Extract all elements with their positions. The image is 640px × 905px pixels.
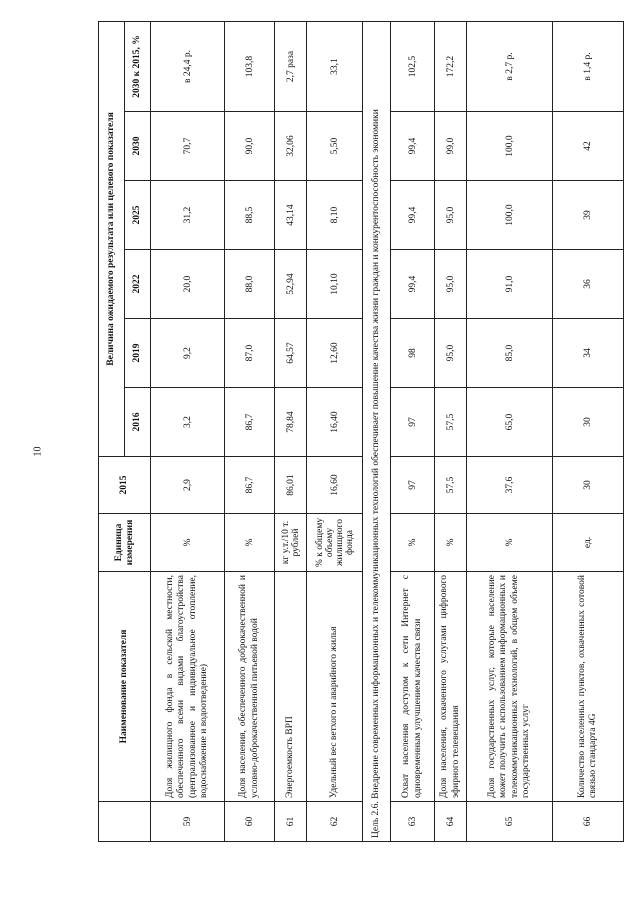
value-2022: 91,0	[467, 250, 553, 319]
row-unit: %	[391, 514, 435, 572]
header-year: 2025	[125, 181, 151, 250]
row-unit: кг у.т./10 т. рублей	[275, 514, 307, 572]
value-2022: 10,10	[307, 250, 363, 319]
value-2022: 52,94	[275, 250, 307, 319]
value-2019: 85,0	[467, 319, 553, 388]
row-name: Доля населения, обеспеченного доброкачественной и условно-доброкачественной питьевой водой	[225, 572, 275, 802]
indicators-table	[98, 21, 624, 842]
value-2025: 8,10	[307, 181, 363, 250]
value-2022: 88,0	[225, 250, 275, 319]
row-unit: %	[225, 514, 275, 572]
row-unit: %	[467, 514, 553, 572]
table-row	[225, 22, 275, 842]
table-row	[275, 22, 307, 842]
row-name: Охват населения доступом к сети Интернет с одновременным улучшением качества связи	[391, 572, 435, 802]
value-2025: 31,2	[151, 181, 225, 250]
value-ratio: в 1,4 р.	[553, 22, 624, 112]
row-name: Доля населения, охваченного услугами цифрового эфирного телевещания	[435, 572, 467, 802]
table-row	[391, 22, 435, 842]
value-2015: 30	[553, 457, 624, 514]
value-2015: 86,7	[225, 457, 275, 514]
table-row	[151, 22, 225, 842]
value-2030: 100,0	[467, 112, 553, 181]
value-2016: 3,2	[151, 388, 225, 457]
value-2019: 34	[553, 319, 624, 388]
value-2030: 70,7	[151, 112, 225, 181]
value-2015: 16,60	[307, 457, 363, 514]
value-ratio: 172,2	[435, 22, 467, 112]
table-row	[553, 22, 624, 842]
value-2022: 95,0	[435, 250, 467, 319]
row-name: Доля государственных услуг, которые население может получить с использованием информационных и телекоммуникационных технологий, в общем объеме государственных услуг	[467, 572, 553, 802]
value-ratio: 102,5	[391, 22, 435, 112]
value-ratio: в 24,4 р.	[151, 22, 225, 112]
value-2030: 5,50	[307, 112, 363, 181]
value-2019: 95,0	[435, 319, 467, 388]
value-ratio: 103,8	[225, 22, 275, 112]
value-2025: 39	[553, 181, 624, 250]
value-2019: 9,2	[151, 319, 225, 388]
header-2015: 2015	[99, 457, 151, 514]
value-2030: 99,0	[435, 112, 467, 181]
value-2015: 97	[391, 457, 435, 514]
header-year: 2030	[125, 112, 151, 181]
value-2016: 65,0	[467, 388, 553, 457]
value-2025: 88,5	[225, 181, 275, 250]
row-name: Энергоемкость ВРП	[275, 572, 307, 802]
rotated-page-content	[98, 35, 623, 842]
header-group: Величина ожидаемого результата или целевого показателя	[99, 22, 125, 457]
value-2019: 87,0	[225, 319, 275, 388]
value-2016: 78,84	[275, 388, 307, 457]
value-ratio: в 2,7 р.	[467, 22, 553, 112]
row-unit: ед.	[553, 514, 624, 572]
row-unit: %	[151, 514, 225, 572]
header-ratio: 2030 к 2015, %	[125, 22, 151, 112]
value-ratio: 33,1	[307, 22, 363, 112]
row-number: 61	[275, 802, 307, 842]
value-2030: 99,4	[391, 112, 435, 181]
header-name: Наименование показателя	[99, 572, 151, 802]
goal-row	[363, 22, 391, 842]
value-2019: 98	[391, 319, 435, 388]
value-2015: 57,5	[435, 457, 467, 514]
row-name: Доля жилищного фонда в сельской местности, обеспеченного всеми видами благоустройства (централизованное и индивидуальное отопление, водоснабжение и водоотведение)	[151, 572, 225, 802]
header-year: 2022	[125, 250, 151, 319]
value-2016: 57,5	[435, 388, 467, 457]
header-unit: Единица измерения	[99, 514, 151, 572]
table-row	[307, 22, 363, 842]
table-row	[435, 22, 467, 842]
value-2025: 100,0	[467, 181, 553, 250]
table-row	[467, 22, 553, 842]
value-2016: 30	[553, 388, 624, 457]
row-number: 59	[151, 802, 225, 842]
value-2015: 86,01	[275, 457, 307, 514]
row-number: 66	[553, 802, 624, 842]
value-2022: 20,0	[151, 250, 225, 319]
value-2025: 43,14	[275, 181, 307, 250]
row-name: Количество населенных пунктов, охваченных сотовой связью стандарта 4G	[553, 572, 624, 802]
value-2015: 2,9	[151, 457, 225, 514]
value-2025: 95,0	[435, 181, 467, 250]
row-number: 65	[467, 802, 553, 842]
header-num	[99, 802, 151, 842]
value-2019: 12,60	[307, 319, 363, 388]
value-2022: 99,4	[391, 250, 435, 319]
header-year: 2016	[125, 388, 151, 457]
value-2025: 99,4	[391, 181, 435, 250]
value-2030: 90,0	[225, 112, 275, 181]
value-2019: 64,57	[275, 319, 307, 388]
row-number: 62	[307, 802, 363, 842]
value-2016: 97	[391, 388, 435, 457]
row-name: Удельный вес ветхого и аварийного жилья	[307, 572, 363, 802]
header-year: 2019	[125, 319, 151, 388]
value-2030: 32,06	[275, 112, 307, 181]
page-number: 10	[32, 446, 44, 457]
goal-text: Цель 2.6. Внедрение современных информационных и телекоммуникационных технологий обеспечивает повышение качества жизни граждан и конкурентоспособность экономики	[363, 22, 391, 842]
value-2015: 37,6	[467, 457, 553, 514]
row-unit: %	[435, 514, 467, 572]
value-ratio: 2,7 раза	[275, 22, 307, 112]
row-number: 64	[435, 802, 467, 842]
value-2016: 16,40	[307, 388, 363, 457]
value-2030: 42	[553, 112, 624, 181]
row-number: 63	[391, 802, 435, 842]
value-2016: 86,7	[225, 388, 275, 457]
row-number: 60	[225, 802, 275, 842]
value-2022: 36	[553, 250, 624, 319]
row-unit: % к общему объему жилищного фонда	[307, 514, 363, 572]
